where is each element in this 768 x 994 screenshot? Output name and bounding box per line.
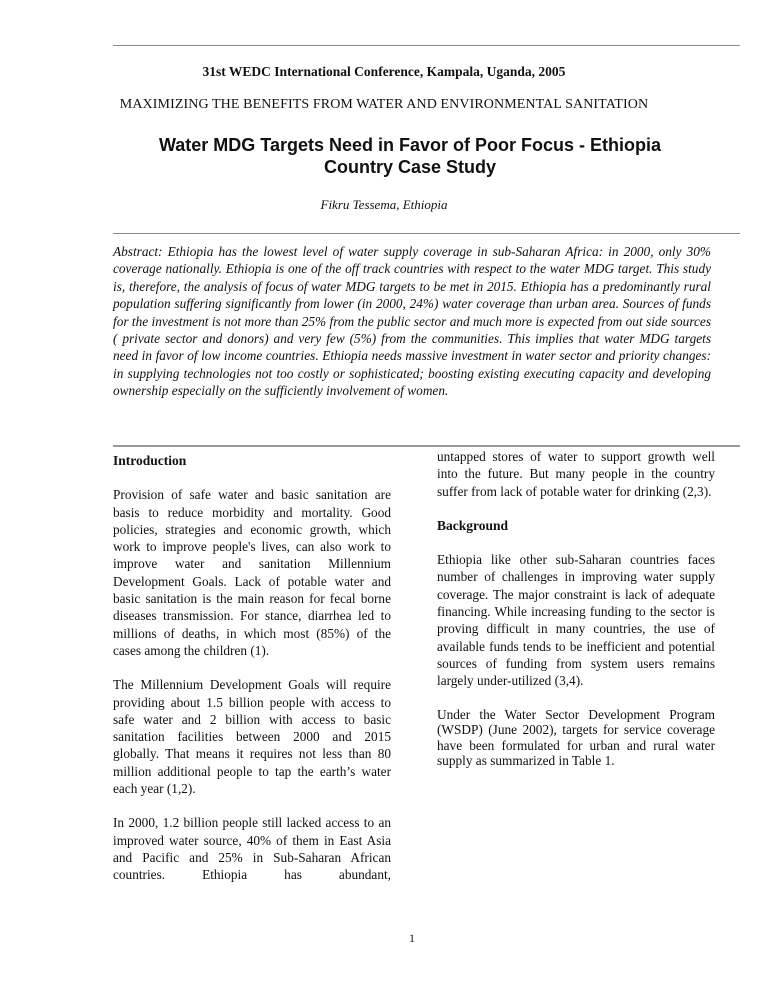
page-number: 1 <box>409 931 415 945</box>
author: Fikru Tessema, Ethiopia <box>320 197 448 212</box>
conference-theme: MAXIMIZING THE BENEFITS FROM WATER AND ENVIRONMENTAL SANITATION <box>119 97 649 112</box>
left-column <box>113 452 391 901</box>
background-heading: Background <box>437 517 509 533</box>
introduction-heading: Introduction <box>113 453 187 468</box>
intro-paragraph: Provision of safe water and basic sanitation are basis to reduce morbidity and mortality. Good policies, strategies and economic growth, which work to improve people's lives, can also work to improve water and sanitation Millennium Development Goals. Lack of potable water and basic sanitation is the main reason for fecal borne diseases transmission. For stance, diarrhea led to millions of deaths, in which most (85%) of the cases among the children (1). <box>113 487 391 658</box>
header-rule <box>113 45 740 46</box>
conference-line: 31st WEDC International Conference, Kampala, Uganda, 2005 <box>202 64 566 79</box>
intro-paragraph-continued: untapped stores of water to support growth well into the future. But many people in the country suffer from lack of potable water for drinking (2,3). <box>437 449 715 499</box>
background-paragraph: Under the Water Sector Development Program (WSDP) (June 2002), targets for service coverage have been formulated for urban and rural water supply as summarized in Table 1. <box>437 706 715 769</box>
intro-paragraph: The Millennium Development Goals will require providing about 1.5 billion people with access to safe water and 2 billion with access to basic sanitation facilities between 2000 and 2015 globally. That means it requires not less than 80 million additional people to tap the earth’s water each year (1,2). <box>113 677 391 797</box>
abstract-bottom-rule <box>113 445 740 447</box>
intro-paragraph: In 2000, 1.2 billion people still lacked access to an improved water source, 40% of them in East Asia and Pacific and 25% in Sub-Saharan African countries. Ethiopia has abundant, <box>113 815 391 883</box>
right-column <box>437 448 715 786</box>
paper-title: Water MDG Targets Need in Favor of Poor Focus - Ethiopia Country Case Study <box>158 135 662 177</box>
background-paragraph: Ethiopia like other sub-Saharan countries faces number of challenges in improving water supply coverage. The major constraint is lack of adequate financing. While increasing funding to the sector is proving difficult in many countries, the use of available funds tends to be inefficient and potential sources of funding from system users remains largely under-utilized (3,4). <box>437 552 715 689</box>
abstract: Abstract: Ethiopia has the lowest level of water supply coverage in sub-Saharan Africa: in 2000, only 30% coverage nationally. Ethiopia is one of the off track countries with respect to the water MDG target. This study is, therefore, the analysis of focus of water MDG targets to be met in 2015. Ethiopia has a predominantly rural population suffering significantly from lower (in 2000, 24%) water coverage than urban area. Sources of funds for the investment is not more than 25% from the public sector and much more is expected from out side sources ( private sector and donors) and very few (5%) from the communities. This implies that water MDG targets need in favor of low income countries. Ethiopia needs massive investment in water sector and priority changes: in supplying technologies not too costly or sophisticated; boosting existing executing capacity and developing ownership especially on the sufficiently involvement of women. <box>113 244 711 399</box>
abstract-top-rule <box>113 233 740 234</box>
